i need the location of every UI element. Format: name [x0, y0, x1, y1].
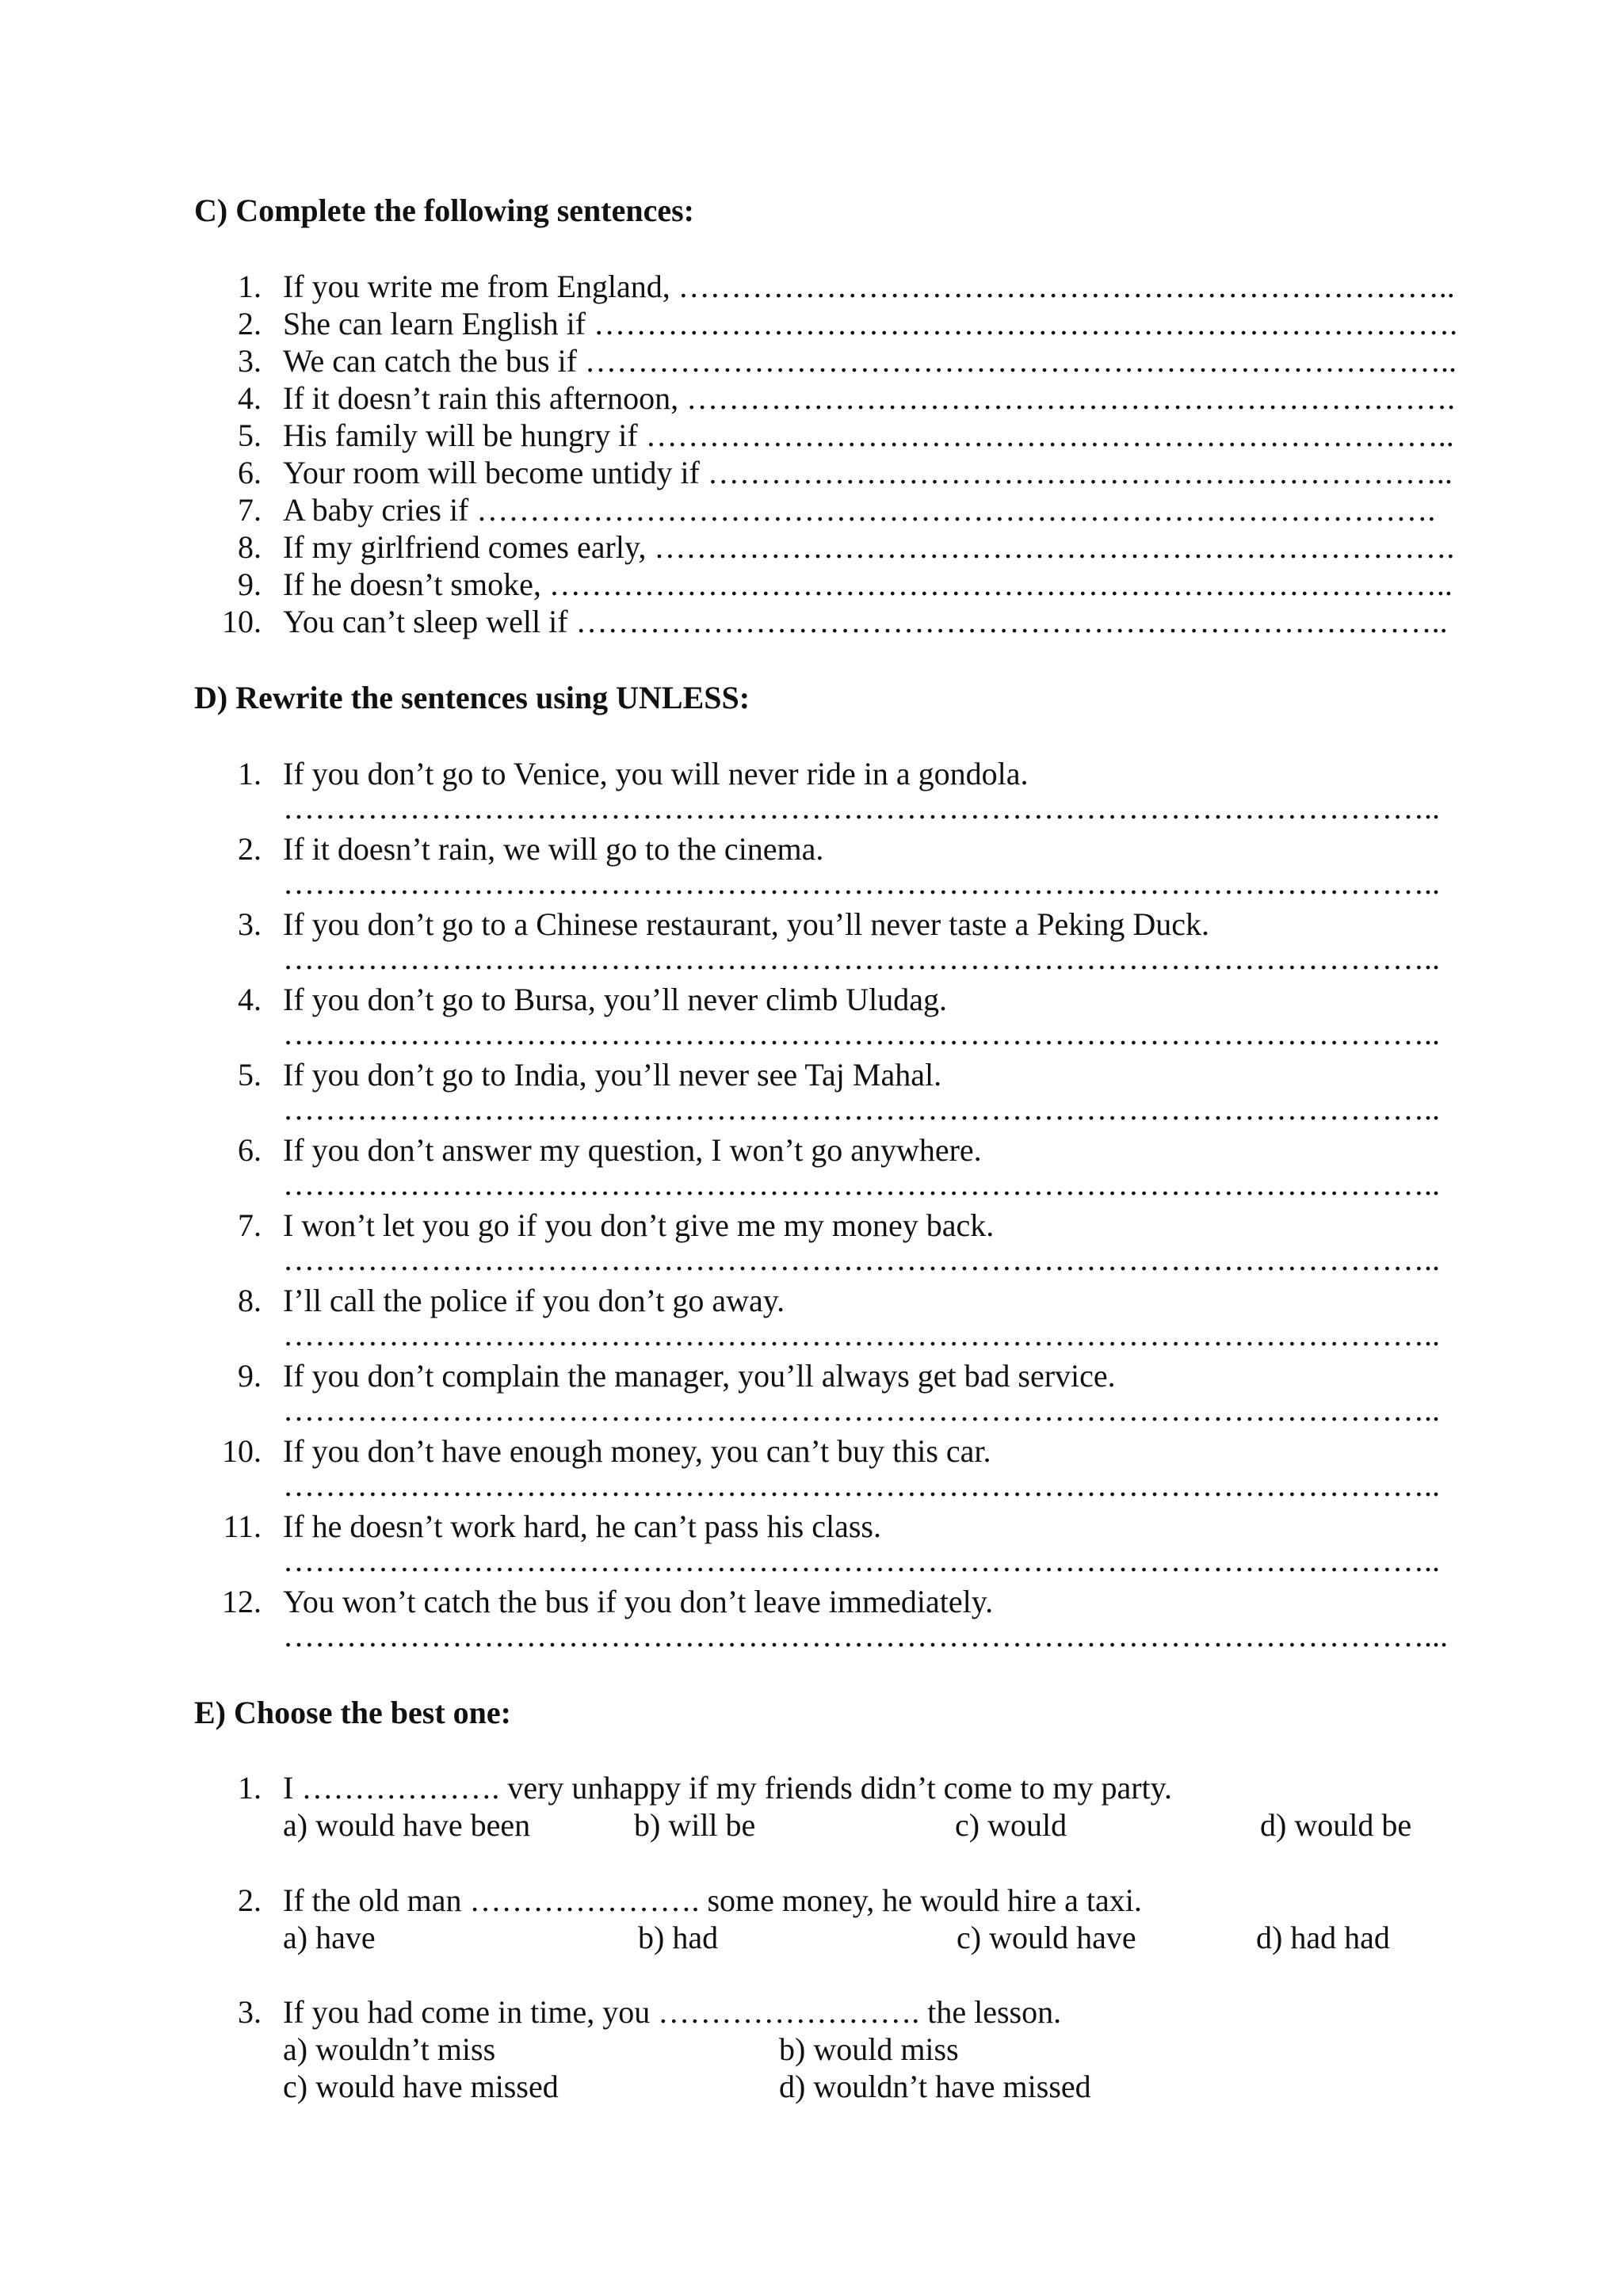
answer-line: ………………………………………………………………………………………………..: [283, 1317, 1440, 1352]
item-number: 12.: [222, 1584, 262, 1619]
answer-line: ………………………………………………………………………………………………..: [283, 1091, 1440, 1127]
item-number: 6.: [238, 455, 262, 490]
item-number: 9.: [238, 1358, 262, 1394]
item-number: 8.: [238, 529, 262, 565]
answer-line: ………………………………………………………………………………………………..: [283, 1241, 1440, 1277]
item-text: You won’t catch the bus if you don’t leave immediately.: [283, 1584, 994, 1619]
answer-line: ………………………………………………………………………………………………..: [283, 865, 1440, 901]
item-text: If you don’t have enough money, you can’t buy this car.: [283, 1433, 991, 1469]
item-text: His family will be hungry if …………………………………………………………………..: [283, 418, 1454, 453]
option-d: d) had had: [1256, 1920, 1390, 1955]
answer-line: ………………………………………………………………………………………………..: [283, 1467, 1440, 1503]
item-number: 7.: [238, 1207, 262, 1243]
option-d: d) would be: [1260, 1807, 1412, 1843]
item-text: I won’t let you go if you don’t give me my money back.: [283, 1207, 995, 1243]
item-text: If he doesn’t smoke, …………………………………………………………………………..: [283, 566, 1453, 602]
item-text: If he doesn’t work hard, he can’t pass his class.: [283, 1508, 881, 1544]
item-number: 8.: [238, 1283, 262, 1318]
item-number: 11.: [223, 1508, 262, 1544]
section-d-heading: D) Rewrite the sentences using UNLESS:: [194, 680, 750, 715]
section-c-heading: C) Complete the following sentences:: [194, 193, 694, 228]
item-number: 5.: [238, 1057, 262, 1093]
option-c: c) would have missed: [283, 2069, 559, 2104]
item-number: 1.: [238, 269, 262, 304]
item-text: If you don’t go to a Chinese restaurant, you’ll never taste a Peking Duck.: [283, 906, 1209, 942]
item-text: You can’t sleep well if ………………………………………………………………………..: [283, 604, 1448, 639]
question-number: 3.: [238, 1994, 262, 2030]
option-d: d) wouldn’t have missed: [779, 2069, 1091, 2104]
question-number: 2.: [238, 1882, 262, 1918]
answer-line: ………………………………………………………………………………………………..: [283, 1392, 1440, 1428]
option-a: a) have: [283, 1920, 376, 1955]
item-number: 9.: [238, 566, 262, 602]
question-text: If the old man …………………. some money, he would hire a taxi.: [283, 1882, 1142, 1918]
answer-line: ………………………………………………………………………………………………...: [283, 1618, 1448, 1653]
option-a: a) wouldn’t miss: [283, 2031, 496, 2067]
item-text: Your room will become untidy if ……………………………………………………………..: [283, 455, 1453, 490]
item-text: If you don’t go to Bursa, you’ll never climb Uludag.: [283, 982, 948, 1017]
item-number: 3.: [238, 343, 262, 379]
item-text: A baby cries if ……………………………………………………………………………….: [283, 492, 1436, 528]
option-b: b) would miss: [779, 2031, 959, 2067]
item-number: 4.: [238, 982, 262, 1017]
item-text: If you don’t answer my question, I won’t go anywhere.: [283, 1132, 982, 1168]
answer-line: ………………………………………………………………………………………………..: [283, 790, 1440, 826]
option-c: c) would: [955, 1807, 1067, 1843]
item-text: If you don’t go to India, you’ll never see Taj Mahal.: [283, 1057, 942, 1093]
item-number: 1.: [238, 756, 262, 791]
option-a: a) would have been: [283, 1807, 531, 1843]
item-number: 2.: [238, 306, 262, 341]
item-number: 3.: [238, 906, 262, 942]
item-number: 6.: [238, 1132, 262, 1168]
option-c: c) would have: [957, 1920, 1136, 1955]
item-number: 2.: [238, 831, 262, 867]
section-e-heading: E) Choose the best one:: [194, 1695, 511, 1730]
item-text: We can catch the bus if ………………………………………………………………………..: [283, 343, 1457, 379]
answer-line: ………………………………………………………………………………………………..: [283, 940, 1440, 976]
item-text: I’ll call the police if you don’t go away.: [283, 1283, 785, 1318]
answer-line: ………………………………………………………………………………………………..: [283, 1166, 1440, 1202]
answer-line: ………………………………………………………………………………………………..: [283, 1016, 1440, 1051]
question-text: I ………………. very unhappy if my friends didn’t come to my party.: [283, 1770, 1173, 1806]
question-text: If you had come in time, you ……………………. the lesson.: [283, 1994, 1062, 2030]
item-number: 7.: [238, 492, 262, 528]
item-number: 10.: [222, 604, 262, 639]
item-text: If it doesn’t rain this afternoon, ……………………………………………………………….: [283, 380, 1456, 416]
item-number: 10.: [222, 1433, 262, 1469]
item-text: If you don’t complain the manager, you’ll always get bad service.: [283, 1358, 1116, 1394]
answer-line: ………………………………………………………………………………………………..: [283, 1543, 1440, 1578]
option-b: b) will be: [634, 1807, 756, 1843]
question-number: 1.: [238, 1770, 262, 1806]
option-b: b) had: [638, 1920, 719, 1955]
item-text: She can learn English if ……………………………………………………………………….: [283, 306, 1458, 341]
item-number: 4.: [238, 380, 262, 416]
item-text: If it doesn’t rain, we will go to the cinema.: [283, 831, 824, 867]
item-number: 5.: [238, 418, 262, 453]
item-text: If my girlfriend comes early, ………………………………………………………………….: [283, 529, 1455, 565]
item-text: If you don’t go to Venice, you will never ride in a gondola.: [283, 756, 1029, 791]
item-text: If you write me from England, ………………………………………………………………..: [283, 269, 1455, 304]
